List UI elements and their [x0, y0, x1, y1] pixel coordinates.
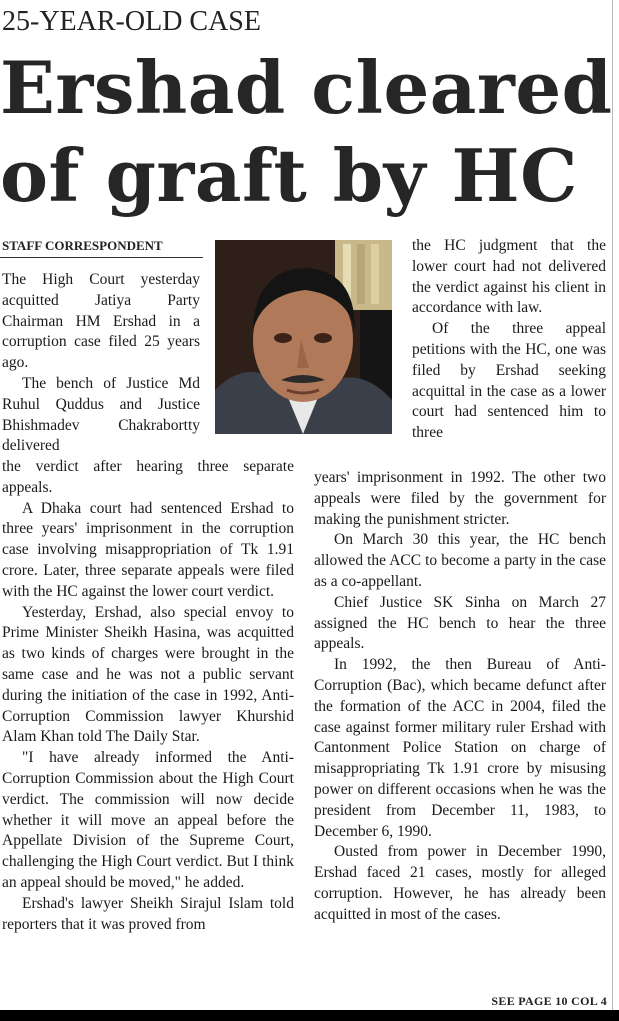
paragraph-5: "I have already informed the Anti-Corruption Commission about the High Court verdict. The commission will now decide whether it will move an appeal before the Appellate Division of the Supreme Court, challenging the High Court verdict. But I think an appeal should be moved," he added. [2, 749, 294, 891]
byline-rule [0, 257, 203, 258]
paragraph-11: Ousted from power in December 1990, Ershad faced 21 cases, mostly for alleged corruption. However, he has already been acquitted in most of the cases. [314, 843, 606, 923]
paragraph-1: The High Court yesterday acquitted Jatiya Party Chairman HM Ershad in a corruption case filed 25 years ago. [2, 271, 200, 372]
headline-line-1: Ershad cleared [0, 45, 613, 130]
paragraph-6: Ershad's lawyer Sheikh Sirajul Islam told reporters that it was proved from [2, 894, 294, 933]
column-2-upper-text [412, 236, 606, 444]
byline: STAFF CORRESPONDENT [2, 238, 163, 253]
paragraph-2-bottom: the verdict after hearing three separate appeals. [2, 458, 294, 496]
paragraph-4: Yesterday, Ershad, also special envoy to Prime Minister Sheikh Hasina, was acquitted as two kinds of charges were brought in the same case and he was not a public servant during the initiation of the case in 1992, Anti-Corruption Commission lawyer Khurshid Alam Khan told The Daily Star. [2, 603, 294, 746]
portrait-photo [215, 240, 392, 434]
page-bottom-bar [0, 1010, 619, 1021]
paragraph-9: Chief Justice SK Sinha on March 27 assigned the HC bench to hear the three appeals. [314, 593, 606, 653]
jump-reference: SEE PAGE 10 COL 4 [491, 994, 607, 1008]
paragraph-10: In 1992, the then Bureau of Anti-Corruption (Bac), which became defunct after the formation of the ACC in 2004, filed the case against former military ruler Ershad with Cantonment Police Station on charge of misappropriating Tk 1.91 crore by misusing power on different occasions when he was the president from December 11, 1983, to December 6, 1990. [314, 656, 606, 840]
paragraph-6-continued: the HC judgment that the lower court had not delivered the verdict against his client in accordance with law. [412, 237, 606, 317]
headline [0, 44, 613, 220]
column-rule [612, 0, 613, 1010]
paragraph-7-bottom: years' imprisonment in 1992. The other two appeals were filed by the government for making the punishment stricter. [314, 469, 606, 528]
portrait-photo-icon [215, 240, 392, 434]
column-2-lower-text [314, 468, 606, 926]
column-1-upper-text [2, 270, 200, 457]
column-1-lower-text [2, 457, 294, 935]
paragraph-3: A Dhaka court had sentenced Ershad to three years' imprisonment in the corruption case involving misappropriation of Tk 1.91 crore. Later, three separate appeals were filed with the HC against the lower court verdict. [2, 499, 294, 600]
paragraph-8: On March 30 this year, the HC bench allowed the ACC to become a party in the case as a co-appellant. [314, 531, 606, 590]
paragraph-7-top: Of the three appeal petitions with the HC, one was filed by Ershad seeking acquittal in the case as a lower court had sentenced him to three [412, 320, 606, 442]
paragraph-2-top: The bench of Justice Md Ruhul Quddus and Justice Bhishmadev Chakrabortty delivered [2, 374, 200, 455]
headline-line-2: of graft by HC [0, 133, 578, 218]
kicker: 25-YEAR-OLD CASE [2, 6, 261, 37]
